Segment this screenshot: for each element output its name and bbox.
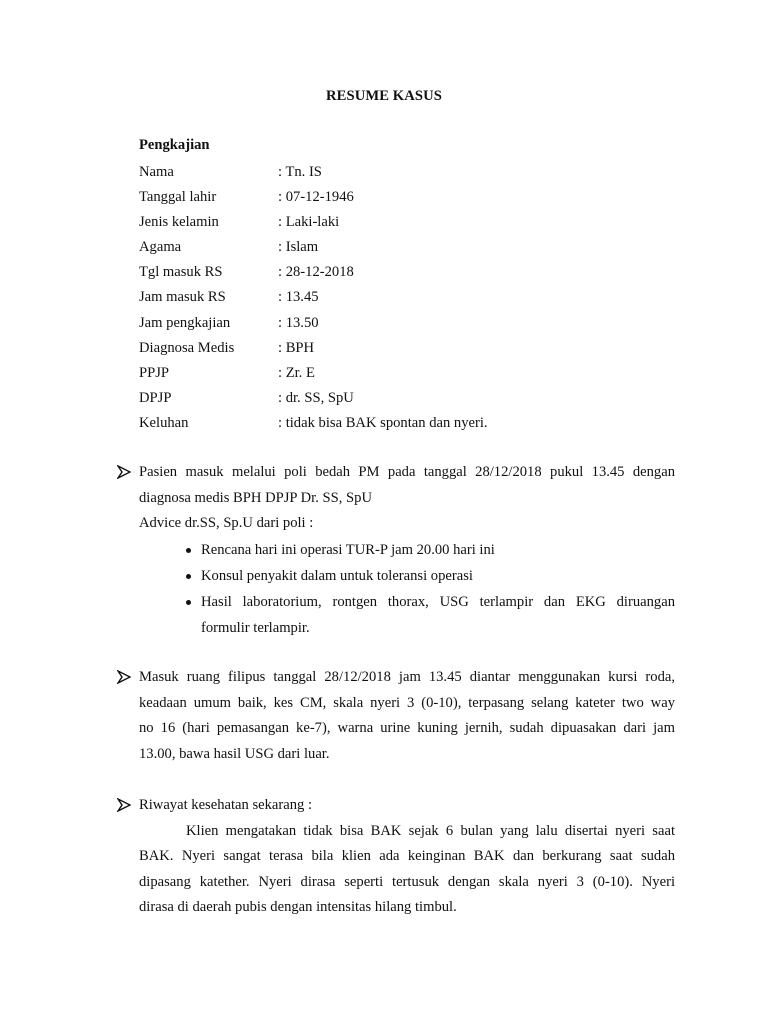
bullet-dot-icon <box>186 600 191 605</box>
sub-list-text: Hasil laboratorium, rontgen thorax, USG terlampir dan EKG diruangan <box>201 594 675 610</box>
identity-value: : 28-12-2018 <box>278 264 354 281</box>
sub-list-text: Konsul penyakit dalam untuk toleransi operasi <box>201 568 473 584</box>
sub-list-text: Rencana hari ini operasi TUR-P jam 20.00 hari ini <box>201 542 495 558</box>
identity-value: : Zr. E <box>278 364 315 381</box>
identity-row <box>139 260 488 285</box>
paragraph-line: dipasang katether. Nyeri dirasa seperti tertusuk dengan skala nyeri 3 (0-10). Nyeri <box>139 873 675 890</box>
identity-row <box>139 311 488 336</box>
identity-value: : Laki-laki <box>278 214 340 231</box>
section-heading: Pengkajian <box>139 137 210 153</box>
identity-value: : Tn. IS <box>278 164 322 180</box>
identity-label: Tgl masuk RS <box>139 264 223 281</box>
paragraph-heading: Riwayat kesehatan sekarang : <box>139 797 313 813</box>
identity-label: DPJP <box>139 389 172 406</box>
identity-label: Keluhan <box>139 414 189 431</box>
sub-list-text: formulir terlampir. <box>201 620 310 636</box>
identity-label: Jam pengkajian <box>139 314 231 331</box>
identity-label: PPJP <box>139 364 170 381</box>
identity-label: Agama <box>139 239 182 256</box>
paragraph-line: no 16 (hari pemasangan ke-7), warna urine kuning jernih, sudah dipuasakan dari jam <box>139 720 675 737</box>
arrow-bullet-icon <box>117 465 131 479</box>
sub-list-item <box>188 563 675 589</box>
identity-value: : 07-12-1946 <box>278 189 354 206</box>
identity-value: : BPH <box>278 339 315 356</box>
paragraph-ward-admission <box>139 665 675 767</box>
paragraph-line: BAK. Nyeri sangat terasa bila klien ada keinginan BAK dan berkurang saat sudah <box>139 848 675 865</box>
identity-label: Jam masuk RS <box>139 289 226 306</box>
identity-row <box>139 160 488 185</box>
paragraph-line: dirasa di daerah pubis dengan intensitas hilang timbul. <box>139 899 457 916</box>
identity-row <box>139 285 488 310</box>
identity-label: Nama <box>139 164 174 180</box>
paragraph-line: Klien mengatakan tidak bisa BAK sejak 6 bulan yang lalu disertai nyeri saat <box>186 822 675 839</box>
paragraph-line: diagnosa medis BPH DPJP Dr. SS, SpU <box>139 489 373 506</box>
identity-value: : 13.45 <box>278 289 319 306</box>
identity-value: : 13.50 <box>278 314 319 331</box>
sub-list-item <box>188 537 675 563</box>
paragraph-current-health-history <box>139 793 675 921</box>
identity-row <box>139 336 488 361</box>
paragraph-line: Advice dr.SS, Sp.U dari poli : <box>139 515 314 532</box>
identity-label: Diagnosa Medis <box>139 339 235 356</box>
paragraph-line: Pasien masuk melalui poli bedah PM pada tanggal 28/12/2018 pukul 13.45 dengan <box>139 464 675 480</box>
identity-row <box>139 185 488 210</box>
identity-value: : dr. SS, SpU <box>278 389 354 406</box>
arrow-bullet-icon <box>117 798 131 812</box>
identity-label: Jenis kelamin <box>139 214 219 231</box>
arrow-bullet-icon <box>117 670 131 684</box>
identity-label: Tanggal lahir <box>139 189 217 206</box>
paragraph-admission-poli <box>139 460 675 537</box>
paragraph-line: Masuk ruang filipus tanggal 28/12/2018 jam 13.45 diantar menggunakan kursi roda, <box>139 669 675 685</box>
paragraph-line: 13.00, bawa hasil USG dari luar. <box>139 745 330 762</box>
paragraph-line: keadaan umum baik, kes CM, skala nyeri 3 (0-10), terpasang selang kateter two way <box>139 694 675 711</box>
identity-row <box>139 386 488 411</box>
identity-row <box>139 210 488 235</box>
identity-row <box>139 361 488 386</box>
identity-row <box>139 411 488 436</box>
identity-table <box>139 160 488 436</box>
identity-value: : Islam <box>278 239 319 256</box>
identity-value: : tidak bisa BAK spontan dan nyeri. <box>278 414 488 431</box>
document-title: RESUME KASUS <box>326 88 442 104</box>
identity-row <box>139 235 488 260</box>
sub-list-item <box>201 589 675 641</box>
